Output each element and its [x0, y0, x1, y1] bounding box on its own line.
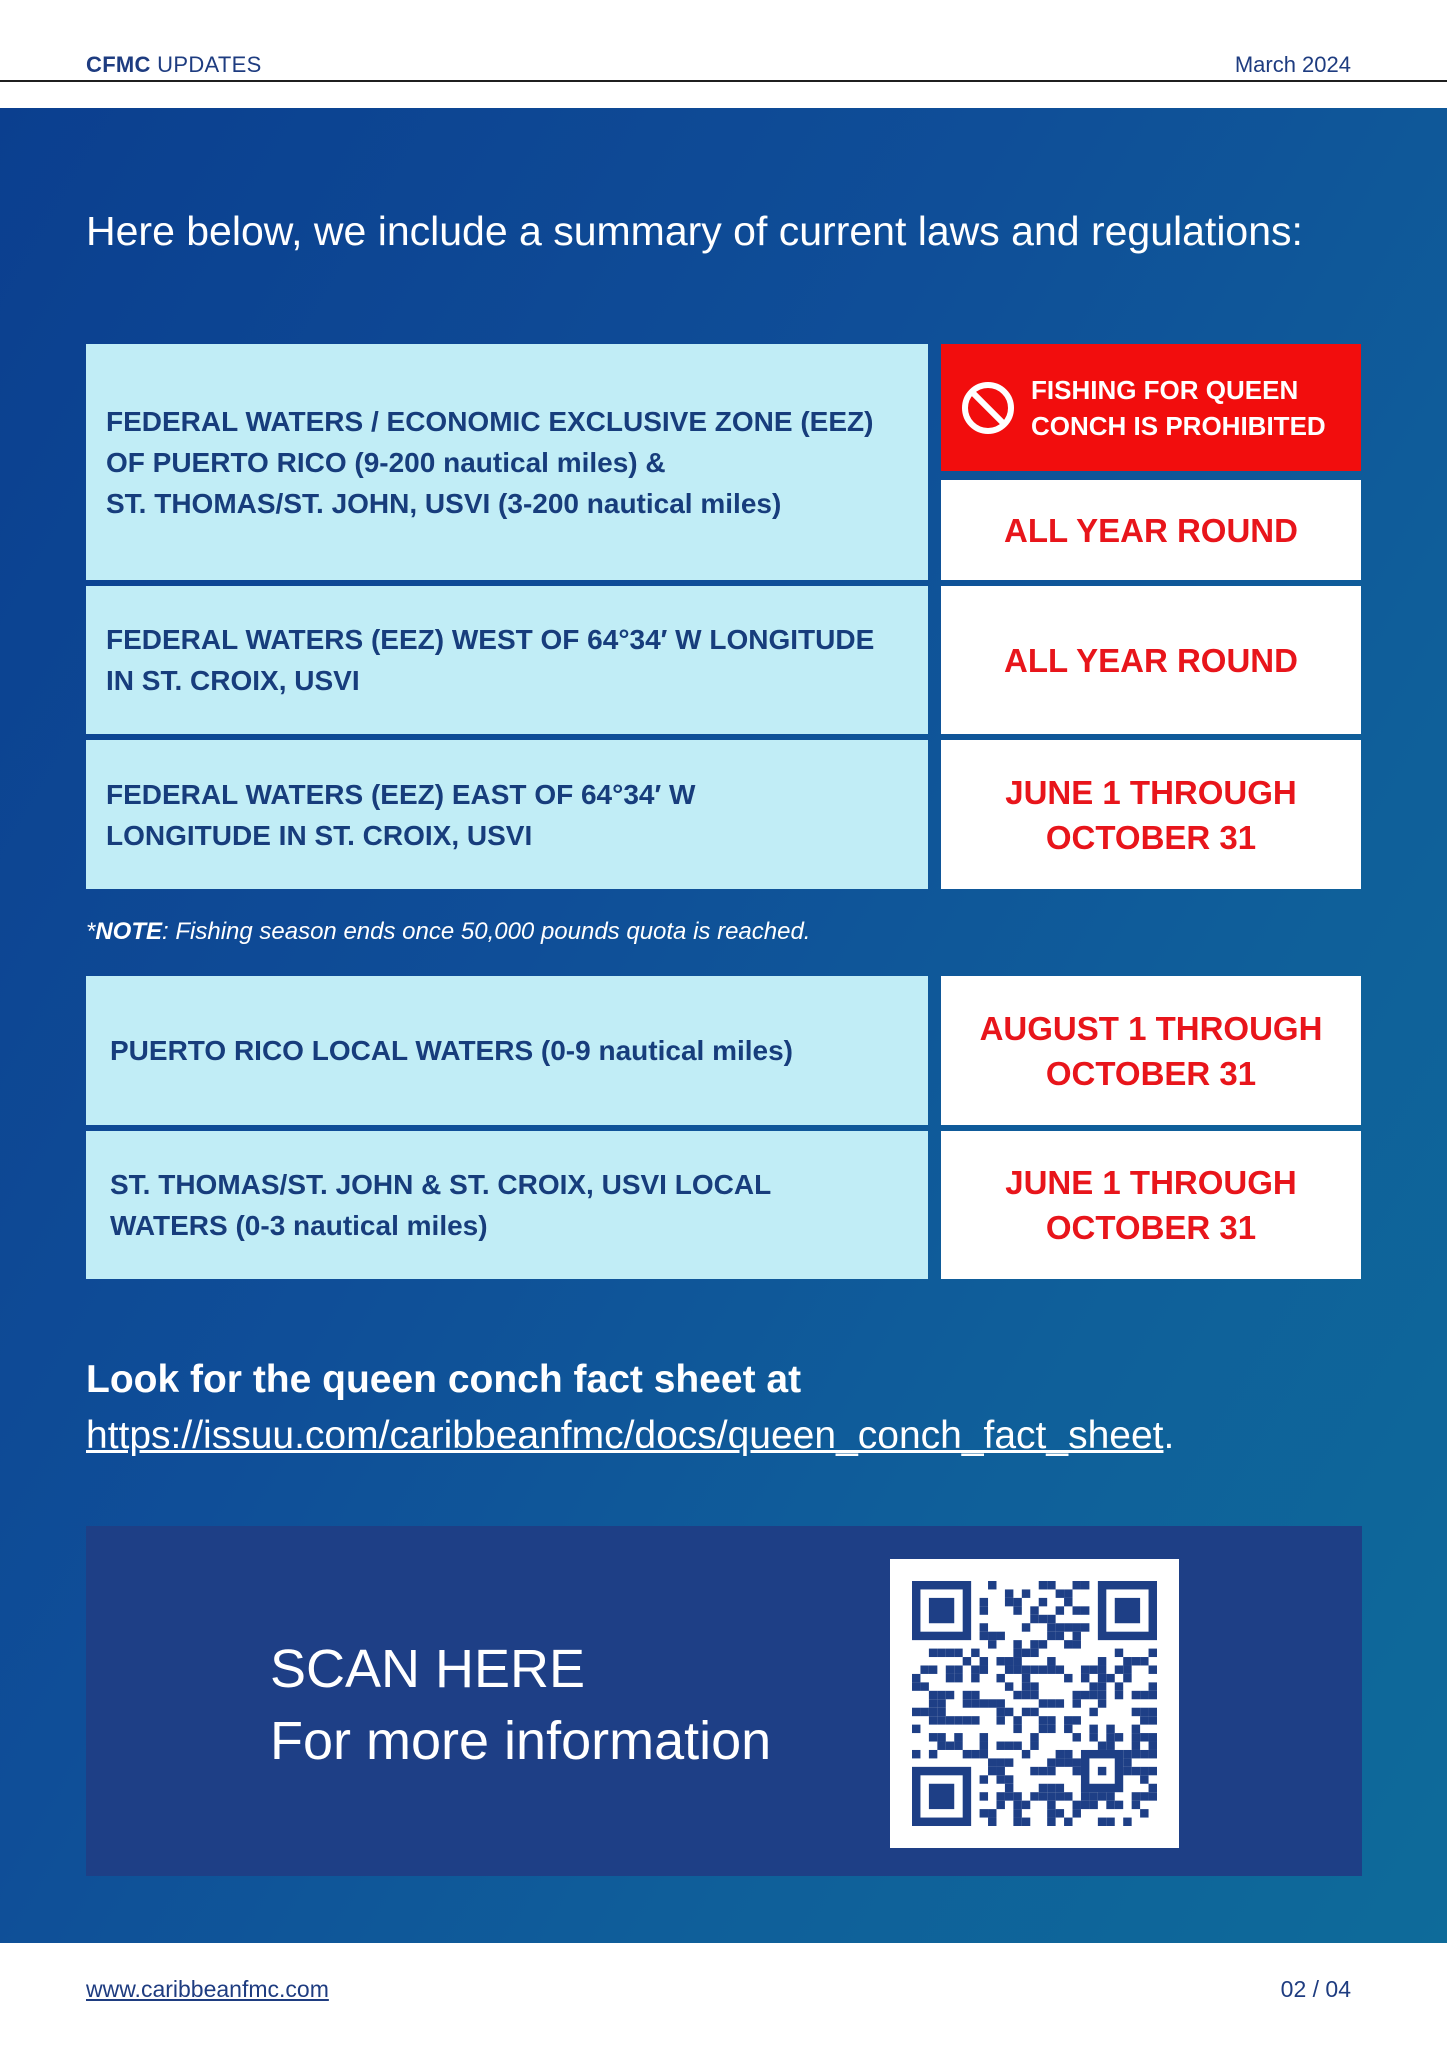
qr-code-icon	[912, 1581, 1157, 1826]
issue-date: March 2024	[1234, 52, 1351, 77]
area-cell-5	[86, 1131, 928, 1279]
area-text-4: PUERTO RICO LOCAL WATERS (0-9 nautical miles)	[110, 1035, 793, 1066]
scan-subtext: For more information	[270, 1711, 772, 1771]
fact-sheet-link[interactable]: https://issuu.com/caribbeanfmc/docs/queen_conch_fact_sheet	[86, 1414, 1164, 1457]
area-cell-3	[86, 740, 928, 889]
period-cell-4: AUGUST 1 THROUGH OCTOBER 31	[941, 976, 1361, 1125]
no-entry-icon	[961, 381, 1015, 435]
period-cell-2: ALL YEAR ROUND	[941, 586, 1361, 734]
area-cell-4	[86, 976, 928, 1125]
website-link[interactable]: www.caribbeanfmc.com	[86, 1976, 329, 2002]
page-number: 02 / 04	[1280, 1976, 1351, 2002]
scan-heading: SCAN HERE	[270, 1639, 586, 1699]
period-cell-5: JUNE 1 THROUGH OCTOBER 31	[941, 1131, 1361, 1279]
period-cell-1: ALL YEAR ROUND	[941, 480, 1361, 580]
area-text-2: FEDERAL WATERS (EEZ) WEST OF 64°34′ W LONGITUDE IN ST. CROIX, USVI	[106, 624, 875, 696]
page-header	[0, 0, 1447, 82]
season-note: *NOTE: Fishing season ends once 50,000 pounds quota is reached.	[86, 918, 811, 945]
area-cell-1	[86, 344, 928, 580]
period-cell-3: JUNE 1 THROUGH OCTOBER 31	[941, 740, 1361, 889]
intro-heading: Here below, we include a summary of current laws and regulations:	[86, 208, 1303, 254]
area-text-1: FEDERAL WATERS / ECONOMIC EXCLUSIVE ZONE (EEZ) OF PUERTO RICO (9-200 nautical miles) & ST. THOMAS/ST. JOHN, USVI (3-200 nautical miles)	[106, 405, 874, 519]
publication-title: CFMC UPDATES	[86, 52, 262, 77]
fact-sheet-suffix: .	[1163, 1414, 1175, 1457]
prohibition-banner	[941, 344, 1361, 471]
area-text-3: FEDERAL WATERS (EEZ) EAST OF 64°34′ W LONGITUDE IN ST. CROIX, USVI	[106, 778, 696, 851]
area-cell-2	[86, 586, 928, 734]
area-text-5: ST. THOMAS/ST. JOHN & ST. CROIX, USVI LOCAL WATERS (0-3 nautical miles)	[110, 1169, 772, 1241]
fact-sheet-title: Look for the queen conch fact sheet at	[86, 1358, 802, 1401]
qr-code[interactable]	[890, 1559, 1179, 1848]
prohibition-text: FISHING FOR QUEEN CONCH IS PROHIBITED	[1031, 374, 1326, 441]
fact-sheet-callout	[86, 1352, 1174, 1464]
